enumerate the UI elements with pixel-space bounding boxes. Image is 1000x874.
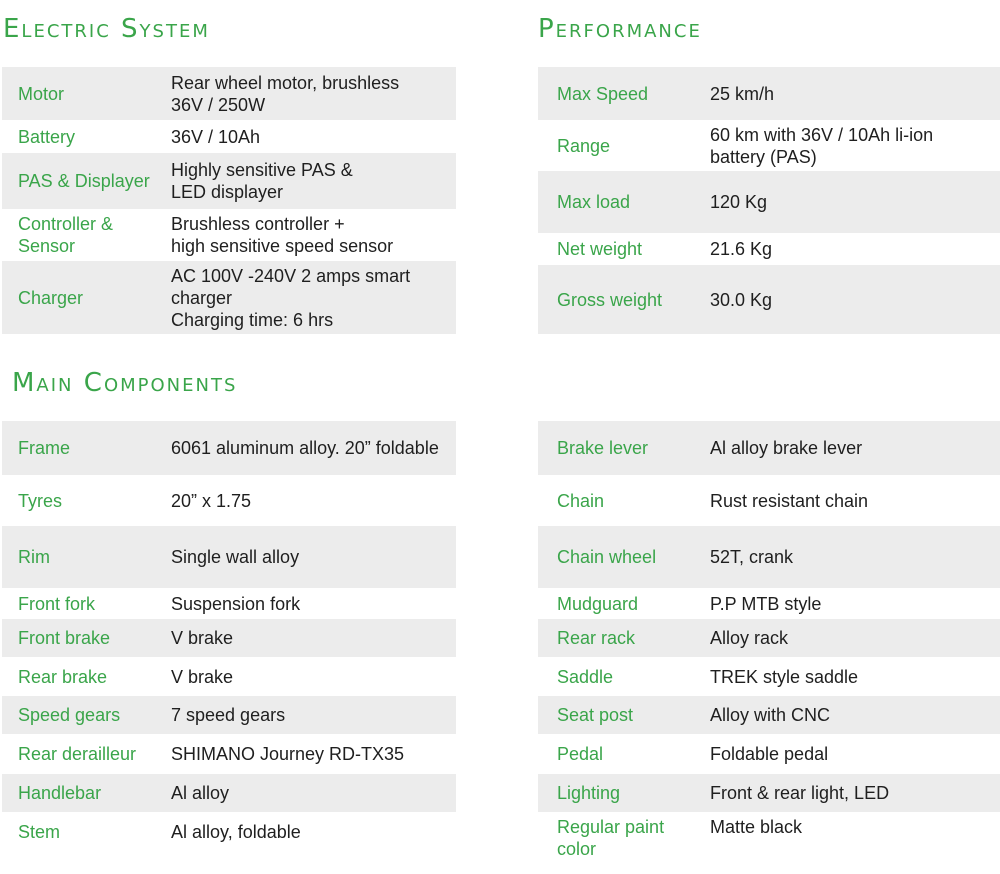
electric-system-table [2,67,456,334]
spec-label: Chain [557,490,605,511]
spec-row-rear-derailleur [2,734,456,774]
spec-row-chain-wheel [538,526,1000,588]
spec-value: TREK style saddle [710,666,859,687]
spec-label: Speed gears [18,705,121,725]
spec-row-max-load [538,171,1000,233]
spec-label: Max load [557,192,631,212]
performance-table [538,67,1000,334]
spec-value: 25 km/h [710,83,775,104]
spec-label: Battery [18,126,76,147]
components-left-table [2,421,456,852]
spec-row-controller-sensor [2,209,456,261]
spec-value: AC 100V -240V 2 amps smart charger Charging time: 6 hrs [171,265,411,330]
spec-label: Rear rack [557,628,636,648]
spec-value: Rear wheel motor, brushless 36V / 250W [171,72,400,115]
spec-row-stem [2,812,456,852]
spec-value: Rust resistant chain [710,490,869,511]
spec-label: PAS & Displayer [18,171,150,191]
spec-value: P.P MTB style [710,593,822,614]
spec-label: Charger [18,287,84,308]
spec-value: 30.0 Kg [710,289,773,310]
spec-row-regular-paint-color [538,812,1000,870]
spec-row-chain [538,475,1000,526]
spec-row-frame [2,421,456,475]
spec-label: Range [557,135,611,156]
spec-label: Brake lever [557,438,649,458]
spec-label: Rear derailleur [18,744,137,764]
spec-value: 6061 aluminum alloy. 20” foldable [171,438,439,458]
spec-value: Foldable pedal [710,744,829,764]
spec-row-speed-gears [2,696,456,734]
spec-value: Al alloy brake lever [710,438,863,458]
spec-row-lighting [538,774,1000,812]
spec-row-net-weight [538,233,1000,265]
spec-value: Matte black [710,817,803,837]
performance-heading: Performance [538,14,702,44]
spec-row-brake-lever [538,421,1000,475]
spec-value: Al alloy, foldable [171,822,301,842]
spec-value: V brake [171,628,234,648]
spec-label: Mudguard [557,593,639,614]
spec-value: 120 Kg [710,192,768,212]
spec-value: SHIMANO Journey RD-TX35 [171,744,405,764]
spec-label: Controller & Sensor [18,214,114,256]
spec-label: Lighting [557,783,621,803]
spec-value: 36V / 10Ah [171,126,261,147]
spec-value: Alloy with CNC [710,705,831,725]
spec-row-front-fork [2,588,456,619]
spec-row-rear-brake [2,657,456,696]
spec-label: Pedal [557,744,604,764]
spec-row-mudguard [538,588,1000,619]
components-right-table [538,421,1000,870]
spec-value: Suspension fork [171,593,301,614]
spec-row-gross-weight [538,265,1000,334]
spec-label: Seat post [557,705,634,725]
spec-value: 20” x 1.75 [171,490,252,511]
spec-row-pas-displayer [2,153,456,209]
spec-row-max-speed [538,67,1000,120]
spec-row-tyres [2,475,456,526]
spec-label: Rear brake [18,666,108,687]
spec-label: Tyres [18,490,63,511]
spec-row-pedal [538,734,1000,774]
spec-value: 7 speed gears [171,705,286,725]
spec-row-saddle [538,657,1000,696]
spec-row-front-brake [2,619,456,657]
spec-row-rim [2,526,456,588]
spec-row-charger [2,261,456,334]
electric-system-heading: Electric System [3,14,210,44]
spec-label: Frame [18,438,71,458]
spec-label: Front fork [18,593,96,614]
spec-label: Motor [18,83,65,104]
spec-value: Single wall alloy [171,547,300,567]
spec-label: Regular paint color [557,817,665,859]
spec-value: Highly sensitive PAS & LED displayer [171,160,353,202]
spec-label: Stem [18,822,61,842]
spec-row-handlebar [2,774,456,812]
spec-label: Rim [18,547,50,567]
spec-value: 21.6 Kg [710,239,773,259]
spec-value: Front & rear light, LED [710,783,890,803]
spec-value: Al alloy [171,783,230,803]
spec-value: 60 km with 36V / 10Ah li-ion battery (PAS) [710,124,934,167]
spec-label: Net weight [557,239,643,259]
spec-label: Handlebar [18,783,102,803]
spec-label: Saddle [557,666,614,687]
spec-row-battery [2,120,456,153]
spec-row-range [538,120,1000,171]
spec-value: 52T, crank [710,547,794,567]
spec-label: Chain wheel [557,547,657,567]
spec-label: Max Speed [557,83,649,104]
main-components-heading: Main Components [12,368,238,398]
spec-row-seat-post [538,696,1000,734]
spec-value: Alloy rack [710,628,789,648]
spec-label: Gross weight [557,289,663,310]
spec-value: Brushless controller + high sensitive speed sensor [171,214,394,256]
spec-value: V brake [171,666,234,687]
spec-row-rear-rack [538,619,1000,657]
spec-row-motor [2,67,456,120]
spec-label: Front brake [18,628,111,648]
